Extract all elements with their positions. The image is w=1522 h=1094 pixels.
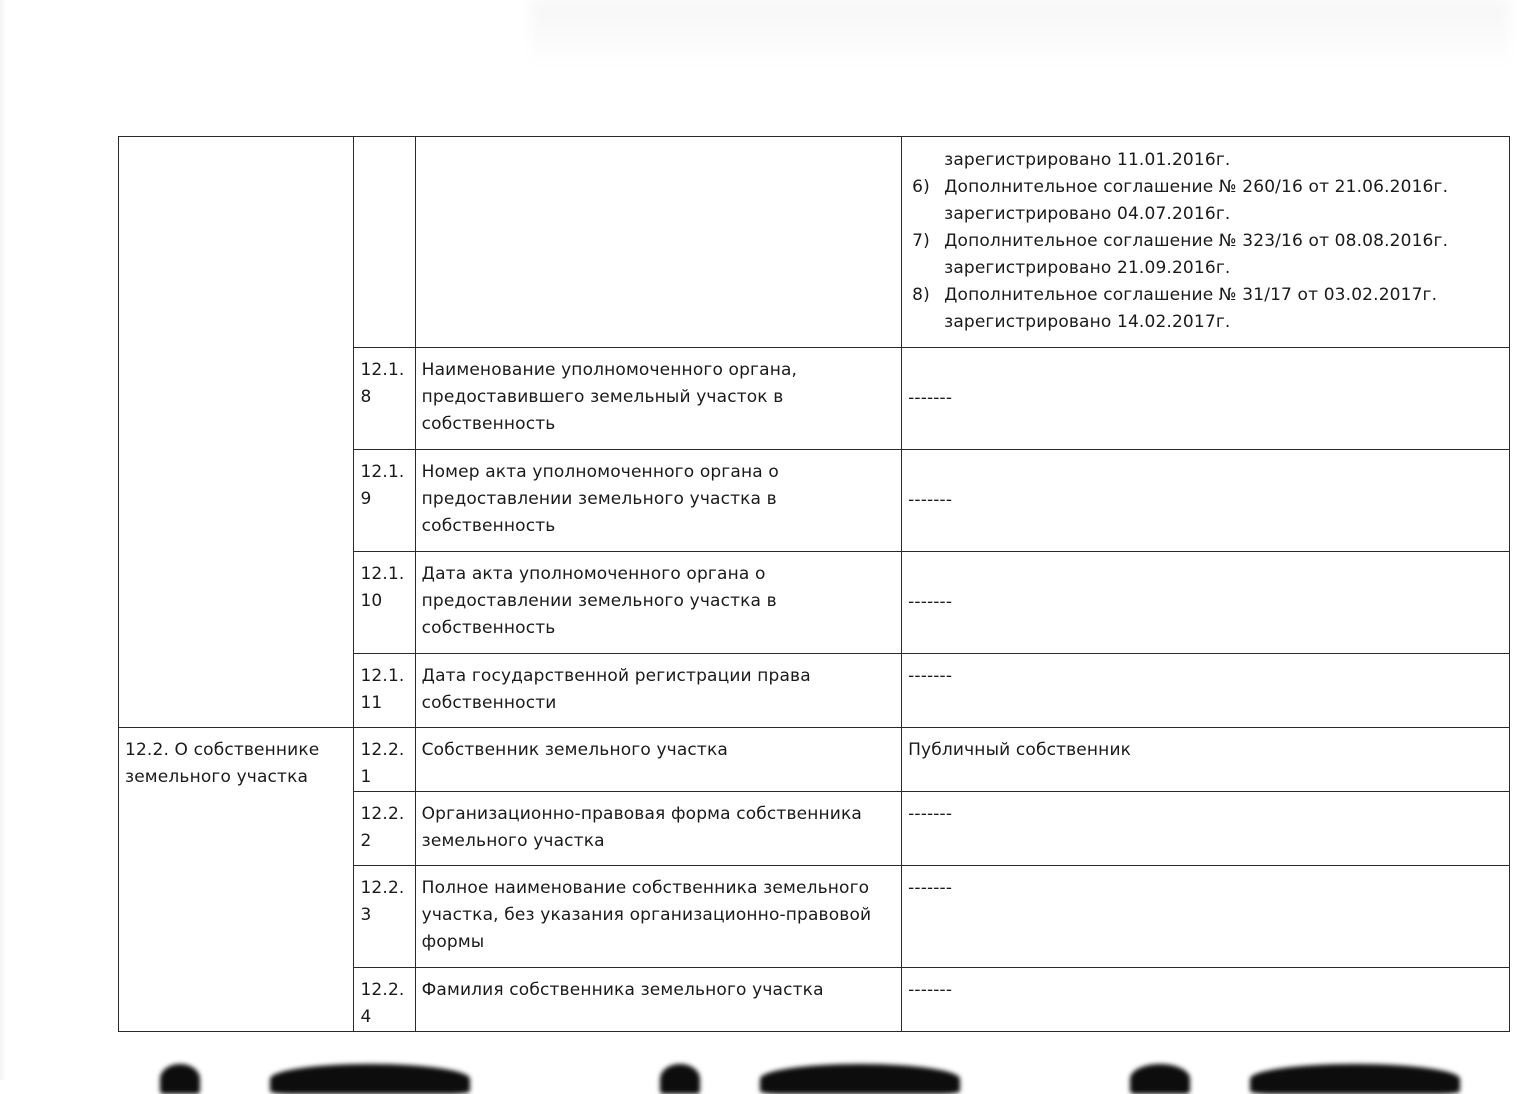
row-label: Наименование уполномоченного органа, предоставившего земельный участок в собственность [415, 348, 901, 450]
row-code: 12.1.8 [354, 348, 415, 450]
row-value: ------- [902, 450, 1510, 552]
scan-top-smudge [530, 0, 1510, 70]
row-value: ------- [902, 866, 1510, 968]
agreement-registration-line: зарегистрировано 14.02.2017г. [944, 312, 1231, 332]
list-item [908, 228, 1503, 282]
row-code: 12.2.1 [354, 728, 415, 792]
list-item [908, 174, 1503, 228]
row-code: 12.1.10 [354, 552, 415, 654]
scan-blot [160, 1064, 200, 1094]
table-row [119, 728, 1510, 792]
row-code: 12.2.2 [354, 792, 415, 866]
row-code: 12.2.4 [354, 968, 415, 1032]
row-value: ------- [902, 552, 1510, 654]
agreements-list [908, 174, 1503, 336]
row-label: Дата акта уполномоченного органа о предоставлении земельного участка в собственность [415, 552, 901, 654]
table-row [119, 137, 1510, 348]
section-title: 12.2. О собственнике земельного участка [119, 728, 354, 1032]
agreement-registration-line: зарегистрировано 21.09.2016г. [944, 258, 1231, 278]
row-code: 12.1.9 [354, 450, 415, 552]
row-code: 12.2.3 [354, 866, 415, 968]
list-item-number: 7) [912, 231, 930, 251]
row-label: Организационно-правовая форма собственника земельного участка [415, 792, 901, 866]
scan-blot [1250, 1064, 1460, 1094]
list-item-number: 8) [912, 285, 930, 305]
list-item [908, 282, 1503, 336]
agreements-cell [902, 137, 1510, 348]
agreement-registration-line: зарегистрировано 04.07.2016г. [944, 204, 1231, 224]
scan-blot [270, 1064, 470, 1094]
agreement-title: Дополнительное соглашение № 31/17 от 03.02.2017г. [944, 285, 1438, 305]
label-cell-empty [415, 137, 901, 348]
row-label: Номер акта уполномоченного органа о предоставлении земельного участка в собственность [415, 450, 901, 552]
section-cell-empty [119, 137, 354, 728]
row-value: Публичный собственник [902, 728, 1510, 792]
scan-blot [760, 1064, 960, 1094]
row-value: ------- [902, 968, 1510, 1032]
scan-bottom-blots [0, 1040, 1522, 1080]
row-label: Дата государственной регистрации права собственности [415, 654, 901, 728]
scan-blot [1130, 1064, 1190, 1094]
row-value: ------- [902, 348, 1510, 450]
scan-edge-shadow [0, 0, 6, 1080]
code-cell-empty [354, 137, 415, 348]
agreement-title: Дополнительное соглашение № 323/16 от 08.08.2016г. [944, 231, 1449, 251]
land-plot-info-table [118, 136, 1510, 1032]
list-item-number: 6) [912, 177, 930, 197]
agreement-registration-line: зарегистрировано 11.01.2016г. [944, 150, 1231, 170]
row-value: ------- [902, 654, 1510, 728]
row-code: 12.1.11 [354, 654, 415, 728]
row-value: ------- [902, 792, 1510, 866]
agreement-title: Дополнительное соглашение № 260/16 от 21.06.2016г. [944, 177, 1449, 197]
row-label: Собственник земельного участка [415, 728, 901, 792]
scan-blot [660, 1064, 700, 1094]
row-label: Полное наименование собственника земельного участка, без указания организационно-правовой формы [415, 866, 901, 968]
row-label: Фамилия собственника земельного участка [415, 968, 901, 1032]
